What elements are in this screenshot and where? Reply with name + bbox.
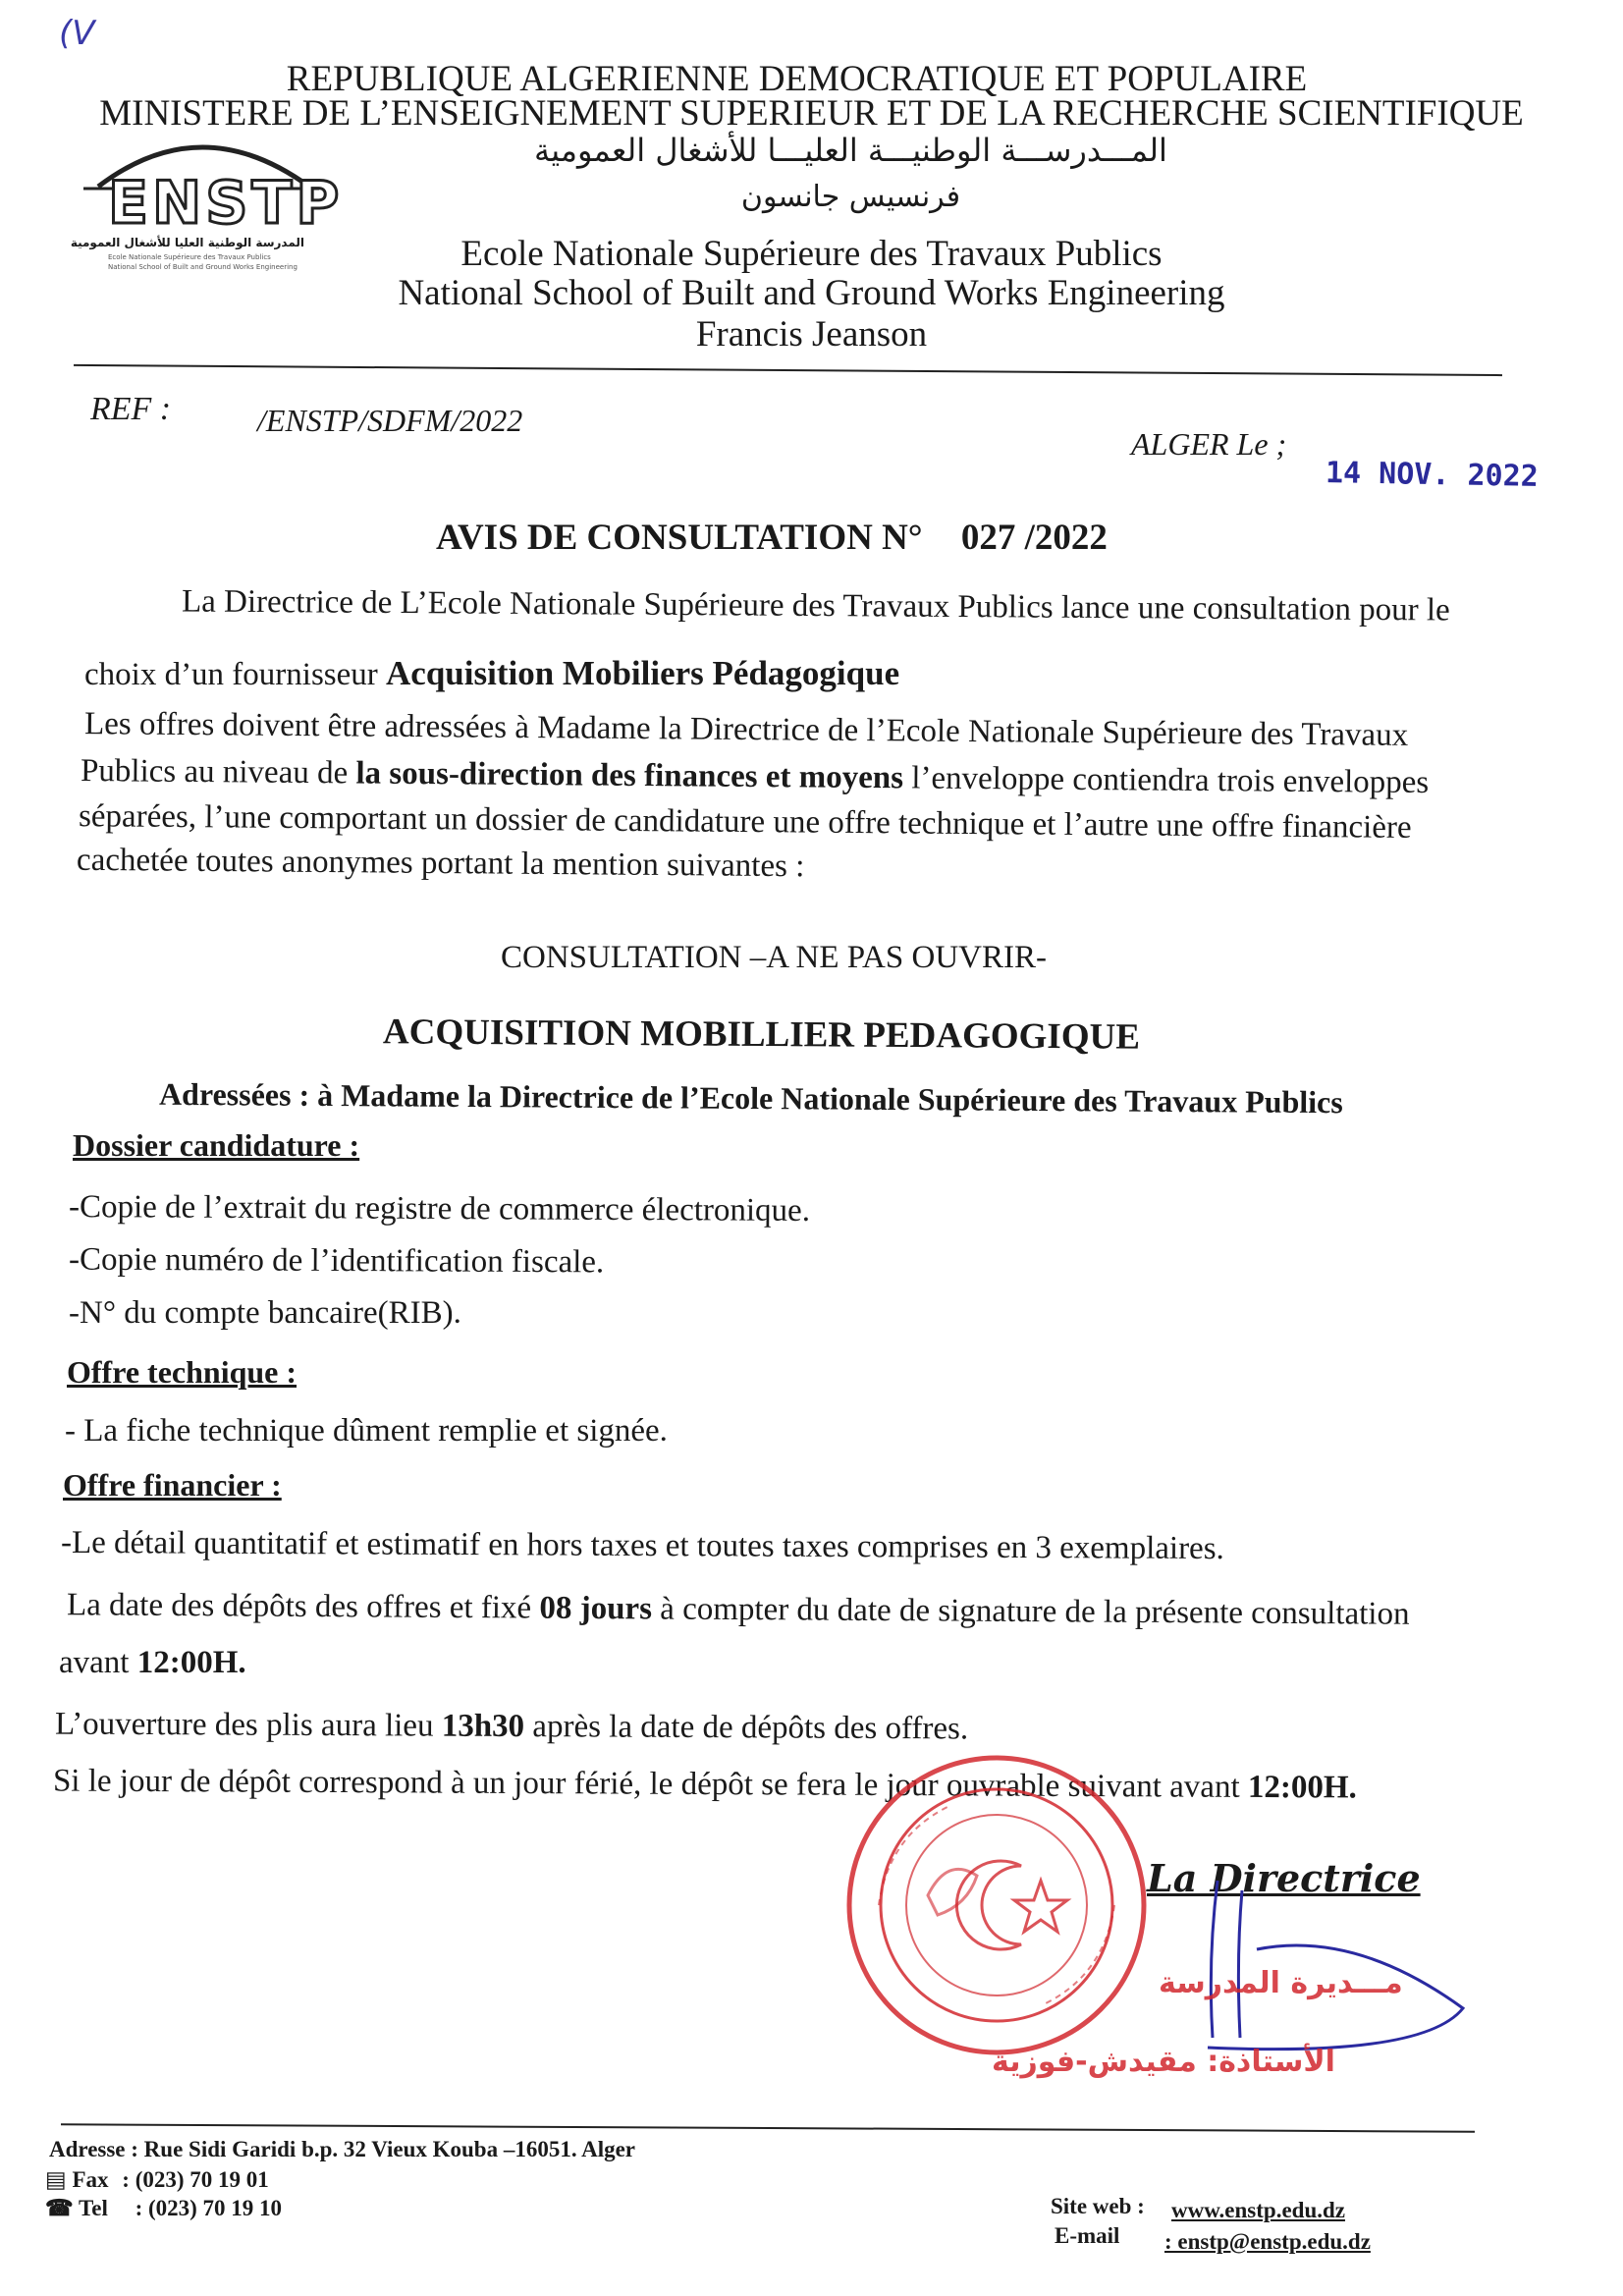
ref-value: /ENSTP/SDFM/2022 [257,403,523,438]
dates-line-4a: Si le jour de dépôt correspond à un jour férié, le dépôt se fera le jour ouvrable suivant avant [52,1763,1240,1805]
dates-line-3a: L’ouverture des plis aura lieu [54,1706,434,1744]
technique-item: - La fiche technique dûment remplie et signée. [65,1413,668,1449]
fax-icon: ▤ [45,2167,67,2192]
offers-line-2a: Publics au niveau de [80,753,349,792]
logo-sub-1: Ecole Nationale Supérieure des Travaux Publics [108,253,271,261]
tel-number: : (023) 70 19 10 [135,2196,283,2220]
francis-jeanson: Francis Jeanson [695,314,928,355]
dossier-title: Dossier candidature : [73,1127,360,1163]
alger-le-label: ALGER Le ; [1131,426,1287,462]
signature-role-arabic: مـــديرة المدرسة [1159,1966,1403,2000]
phone-icon: ☎ [45,2196,74,2220]
footer-email-label: E-mail [1055,2223,1120,2248]
offers-line-2c: l’enveloppe contiendra trois enveloppes [911,760,1430,800]
footer-site-link[interactable]: www.enstp.edu.dz [1171,2198,1346,2222]
header-arabic-1: المـــدرســـة الوطنيـــة العليـــا للأشغال العمومية [534,132,1167,169]
header-arabic-2: فرنسيس جانسون [740,180,961,214]
logo-arabic: المدرسة الوطنية العليا للأشغال العمومية [70,236,304,249]
financier-item: -Le détail quantitatif et estimatif en hors taxes et toutes taxes comprises en 3 exemplaires. [60,1524,1224,1567]
acquisition-heading: ACQUISITION MOBILLIER PEDAGOGIQUE [382,1011,1141,1058]
footer-tel [45,2196,282,2221]
dates-line-1c: à compter du date de signature de la présente consultation [660,1591,1410,1632]
tel-label: Tel [79,2196,108,2220]
footer-divider [61,2123,1475,2133]
title-number: 027 /2022 [960,518,1108,558]
consultation-notice: CONSULTATION –A NE PAS OUVRIR- [501,940,1047,975]
dates-line-1b: 08 jours [539,1590,653,1627]
dates-line-1a: La date des dépôts des offres et fixé [66,1587,532,1626]
intro-line-2 [84,651,899,696]
dates-line-3b: 13h30 [441,1708,525,1745]
logo-text: ENSTP [108,169,344,238]
dates-line-2 [59,1642,246,1684]
dates-line-3c: après la date de dépôts des offres. [532,1709,969,1747]
dates-line-3 [55,1704,968,1751]
date-stamp: 14 NOV. 2022 [1325,456,1540,494]
dossier-item-1: -Copie de l’extrait du registre de commerce électronique. [68,1189,811,1229]
school-name-fr: Ecole Nationale Supérieure des Travaux Publics [460,234,1163,274]
dates-line-1 [67,1584,1410,1635]
dates-line-4b: 12:00H. [1247,1769,1357,1806]
school-name-en: National School of Built and Ground Works Engineering [398,273,1225,313]
fax-number: : (023) 70 19 01 [122,2167,269,2192]
offers-line-3: séparées, l’une comportant un dossier de candidature une offre technique et l’autre une offre financière [78,798,1412,846]
offers-line-1: Les offres doivent être adressées à Madame la Directrice de l’Ecole Nationale Supérieure des Travaux [83,706,1409,753]
fax-label: Fax [72,2167,109,2192]
logo-sub-2: National School of Built and Ground Works Engineering [108,263,298,271]
signature-title: La Directrice [1147,1856,1421,1900]
signature-name-arabic: الأستاذة: مقيدش-فوزية [992,2045,1335,2079]
intro-line-2-bold: Acquisition Mobiliers Pédagogique [386,654,900,692]
header-line-2: MINISTERE DE L’ENSEIGNEMENT SUPERIEUR ET DE LA RECHERCHE SCIENTIFIQUE [99,93,1524,134]
footer-site-label: Site web : [1051,2194,1145,2218]
dates-line-2b: 12:00H. [136,1645,246,1680]
dates-line-2a: avant [59,1645,130,1680]
footer-fax [45,2166,269,2193]
financier-title: Offre financier : [63,1467,282,1503]
header-line-1: REPUBLIQUE ALGERIENNE DEMOCRATIQUE ET POPULAIRE [286,59,1308,99]
intro-line-2-text: choix d’un fournisseur [84,657,378,692]
technique-title: Offre technique : [67,1354,298,1390]
footer-email-link[interactable]: : enstp@enstp.edu.dz [1164,2229,1371,2254]
enstp-logo [70,118,344,285]
footer-address: Adresse : Rue Sidi Garidi b.p. 32 Vieux Kouba –16051. Alger [49,2137,636,2161]
ref-label: REF : [90,391,172,427]
dates-line-4 [53,1761,1357,1810]
addressed-to: Adressées : à Madame la Directrice de l’Ecole Nationale Supérieure des Travaux Publics [158,1075,1343,1121]
consultation-title [436,515,1108,562]
header-divider [74,364,1502,376]
offers-line-2b: la sous-direction des finances et moyens [355,755,904,796]
offers-line-2 [81,750,1430,804]
corner-mark: (V [59,14,95,53]
dossier-item-2: -Copie numéro de l’identification fiscale. [68,1241,605,1281]
title-text: AVIS DE CONSULTATION N° [436,518,923,558]
dossier-item-3: -N° du compte bancaire(RIB). [69,1295,461,1331]
intro-line-1: La Directrice de L’Ecole Nationale Supérieure des Travaux Publics lance une consultation pour le [181,583,1450,629]
offers-line-4: cachetée toutes anonymes portant la mention suivantes : [76,842,805,885]
